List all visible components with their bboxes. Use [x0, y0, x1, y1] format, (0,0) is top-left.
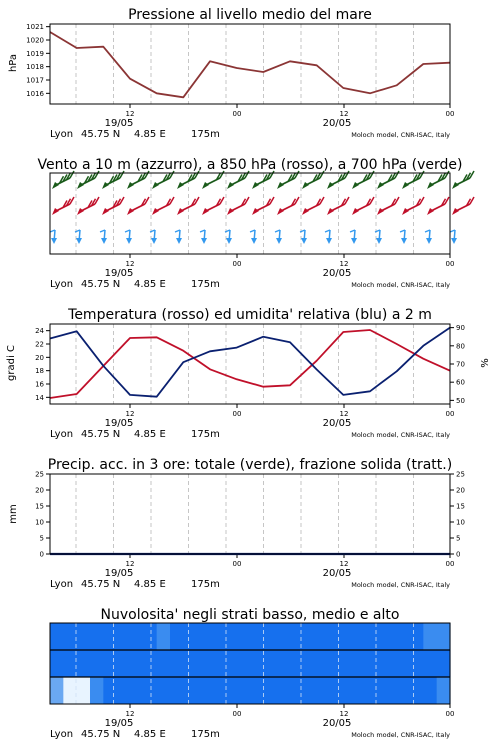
cloud-cell — [237, 650, 251, 677]
wind-barb-700-hPa — [227, 171, 249, 189]
cloud-cell — [157, 650, 171, 677]
cloud-cell — [223, 677, 237, 704]
barb-feather — [120, 197, 124, 204]
y-tick-label: 0 — [456, 550, 461, 559]
cloud-cell — [410, 623, 424, 650]
cloud-cells — [50, 623, 451, 704]
y-tick-label: 20 — [35, 486, 44, 495]
barb-head — [376, 238, 382, 244]
wind-barb-700-hPa — [452, 171, 474, 189]
location-city: Lyon — [50, 729, 74, 740]
wind-barb-10-m — [275, 230, 282, 244]
cloud-cell — [183, 650, 197, 677]
cloud-cell — [197, 677, 211, 704]
wind-barb-850-hPa — [127, 197, 149, 215]
barb-feather — [420, 197, 424, 204]
x-tick-label: 00 — [445, 110, 455, 118]
wind-barbs — [50, 171, 474, 244]
cloud-cell — [143, 677, 157, 704]
wind-barb-700-hPa — [152, 171, 174, 189]
cloud-cell — [223, 623, 237, 650]
cloud-cell — [277, 623, 291, 650]
y-tick-label: 5 — [39, 534, 44, 543]
y-tick-label: 16 — [35, 380, 44, 389]
wind-barb-700-hPa — [127, 171, 149, 189]
temp-ylabel: gradi C — [6, 345, 17, 381]
wind-barb-700-hPa — [302, 171, 324, 189]
location-city: Lyon — [50, 279, 74, 290]
y-tick-label: 25 — [35, 470, 44, 479]
y-tick-label: 15 — [456, 502, 465, 511]
day-label: 20/05 — [322, 268, 352, 279]
barb-head — [351, 238, 357, 244]
cloud-cell — [343, 623, 357, 650]
temp-y-ticks — [35, 327, 50, 402]
location-alt: 175m — [191, 429, 220, 440]
wind-barb-850-hPa — [52, 197, 74, 215]
wind-barb-850-hPa — [177, 197, 199, 215]
model-credit: Moloch model, CNR-ISAC, Italy — [351, 431, 450, 439]
wind-barb-850-hPa — [202, 197, 224, 215]
x-tick-label: 12 — [339, 560, 349, 568]
y-tick-label: 10 — [456, 518, 465, 527]
wind-barb-10-m — [200, 230, 207, 244]
cloud-cell — [63, 623, 77, 650]
cloud-cell — [290, 677, 304, 704]
cloud-cell — [170, 677, 184, 704]
wind-barb-700-hPa — [377, 171, 399, 189]
wind-barb-850-hPa — [452, 197, 474, 215]
barb-head — [151, 238, 157, 244]
cloud-cell — [90, 677, 104, 704]
y-tick-label: 0 — [39, 550, 44, 559]
barb-feather — [145, 197, 149, 204]
y-tick-label: 20 — [456, 486, 465, 495]
temp-hum-frame — [50, 324, 450, 404]
cloud-cell — [410, 650, 424, 677]
wind-grid — [76, 173, 414, 254]
location-alt: 175m — [191, 279, 220, 290]
cloud-cell — [197, 650, 211, 677]
cloud-cell — [223, 650, 237, 677]
cloud-cell — [237, 623, 251, 650]
cloud-cell — [130, 677, 144, 704]
cloud-cell — [50, 623, 64, 650]
barb-head — [426, 238, 432, 244]
wind-barb-10-m — [50, 230, 57, 244]
cloud-cell — [103, 650, 117, 677]
location-alt: 175m — [191, 729, 220, 740]
barb-feather — [470, 197, 474, 204]
cloud-cell — [437, 650, 451, 677]
precip-title: Precip. acc. in 3 ore: totale (verde), frazione solida (tratt.) — [47, 457, 453, 473]
wind-barb-850-hPa — [227, 197, 249, 215]
location-city: Lyon — [50, 579, 74, 590]
precip-y-ticks — [35, 471, 50, 559]
location-lat: 45.75 N — [81, 429, 121, 440]
cloud-cell — [130, 623, 144, 650]
location-lat: 45.75 N — [81, 729, 121, 740]
cloud-cell — [330, 677, 344, 704]
temperature-line — [50, 330, 450, 398]
x-tick-label: 00 — [445, 710, 455, 718]
cloud-cell — [157, 623, 171, 650]
location-lat: 45.75 N — [81, 129, 121, 140]
y-tick-label: 90 — [456, 324, 465, 333]
x-tick-label: 12 — [339, 410, 349, 418]
cloud-title: Nuvolosita' negli strati basso, medio e alto — [100, 607, 400, 623]
wind-barb-850-hPa — [277, 197, 299, 215]
hum-y-ticks — [450, 324, 465, 405]
barb-feather — [345, 197, 349, 204]
cloud-cell — [317, 623, 331, 650]
cloud-cell — [117, 623, 131, 650]
barb-feather — [395, 197, 399, 204]
cloud-cell — [303, 650, 317, 677]
x-tick-label: 00 — [445, 560, 455, 568]
barb-feather — [70, 197, 74, 204]
barb-head — [276, 238, 282, 244]
precip-grid — [76, 474, 414, 554]
cloud-cell — [383, 650, 397, 677]
wind-barb-850-hPa — [102, 197, 124, 215]
cloud-cell — [103, 623, 117, 650]
cloud-cell — [423, 650, 437, 677]
y-tick-label: 10 — [35, 518, 44, 527]
wind-barb-850-hPa — [327, 197, 349, 215]
x-tick-label: 12 — [125, 560, 135, 568]
y-tick-label: 5 — [456, 534, 461, 543]
cloud-cell — [330, 650, 344, 677]
x-tick-label: 12 — [125, 710, 135, 718]
cloud-cell — [210, 623, 224, 650]
wind-barb-10-m — [325, 230, 332, 244]
day-label: 19/05 — [104, 568, 134, 579]
wind-barb-700-hPa — [77, 171, 99, 189]
precip-ylabel: mm — [8, 504, 19, 524]
cloud-cell — [437, 623, 451, 650]
day-label: 20/05 — [322, 568, 352, 579]
cloud-panel — [50, 607, 454, 740]
cloud-cell — [290, 623, 304, 650]
cloud-cell — [423, 623, 437, 650]
cloud-cell — [263, 650, 277, 677]
cloud-cell — [423, 677, 437, 704]
cloud-cell — [63, 677, 77, 704]
x-tick-label: 12 — [339, 710, 349, 718]
cloud-cell — [303, 677, 317, 704]
cloud-cell — [170, 650, 184, 677]
barb-head — [176, 238, 182, 244]
barb-head — [401, 238, 407, 244]
barb-feather — [195, 197, 199, 204]
cloud-x-ticks — [50, 704, 454, 740]
wind-barb-700-hPa — [402, 171, 424, 189]
y-tick-label: 20 — [35, 353, 44, 362]
y-tick-label: 60 — [456, 378, 465, 387]
x-tick-label: 00 — [445, 260, 455, 268]
cloud-cell — [250, 677, 264, 704]
x-tick-label: 00 — [232, 560, 242, 568]
cloud-cell — [277, 650, 291, 677]
cloud-cell — [50, 677, 64, 704]
y-tick-label: 18 — [35, 367, 44, 376]
y-tick-label: 1017 — [26, 76, 44, 85]
cloud-cell — [77, 623, 91, 650]
cloud-cell — [370, 623, 384, 650]
wind-barb-850-hPa — [427, 197, 449, 215]
cloud-cell — [383, 623, 397, 650]
wind-barb-700-hPa — [52, 171, 74, 189]
barb-feather — [370, 197, 374, 204]
barb-feather — [320, 197, 324, 204]
temp-hum-series — [50, 328, 450, 398]
barb-head — [451, 238, 457, 244]
cloud-cell — [77, 677, 91, 704]
cloud-cell — [410, 677, 424, 704]
precip-y-ticks-right — [450, 471, 465, 559]
barb-feather — [270, 197, 274, 204]
cloud-cell — [317, 677, 331, 704]
wind-barb-850-hPa — [402, 197, 424, 215]
wind-barb-10-m — [425, 230, 432, 244]
cloud-cell — [397, 677, 411, 704]
day-label: 19/05 — [104, 718, 134, 729]
cloud-cell — [103, 677, 117, 704]
cloud-cell — [357, 650, 371, 677]
wind-barb-10-m — [400, 230, 407, 244]
precip-frame — [50, 474, 450, 554]
wind-barb-10-m — [125, 230, 132, 244]
barb-head — [51, 238, 57, 244]
y-tick-label: 22 — [35, 340, 44, 349]
cloud-cell — [157, 677, 171, 704]
cloud-cell — [383, 677, 397, 704]
cloud-cell — [143, 623, 157, 650]
location-city: Lyon — [50, 429, 74, 440]
wind-barb-850-hPa — [252, 197, 274, 215]
wind-frame — [50, 173, 450, 254]
cloud-cell — [370, 650, 384, 677]
x-tick-label: 12 — [125, 410, 135, 418]
location-lat: 45.75 N — [81, 279, 121, 290]
barb-head — [76, 238, 82, 244]
x-tick-label: 00 — [232, 410, 242, 418]
y-tick-label: 1018 — [26, 63, 44, 72]
x-tick-label: 12 — [339, 260, 349, 268]
cloud-cell — [263, 623, 277, 650]
location-lat: 45.75 N — [81, 579, 121, 590]
cloud-cell — [277, 677, 291, 704]
precip-panel — [8, 457, 465, 590]
y-tick-label: 1020 — [26, 36, 44, 45]
cloud-cell — [183, 677, 197, 704]
cloud-cell — [397, 650, 411, 677]
pressure-series — [50, 32, 450, 97]
cloud-cell — [130, 650, 144, 677]
model-credit: Moloch model, CNR-ISAC, Italy — [351, 581, 450, 589]
day-label: 19/05 — [104, 118, 134, 129]
y-tick-label: 1016 — [26, 89, 44, 98]
wind-barb-10-m — [250, 230, 257, 244]
model-credit: Moloch model, CNR-ISAC, Italy — [351, 131, 450, 139]
barb-feather — [170, 197, 174, 204]
location-city: Lyon — [50, 129, 74, 140]
barb-feather — [245, 197, 249, 204]
cloud-cell — [210, 650, 224, 677]
cloud-cell — [437, 677, 451, 704]
barb-head — [226, 238, 232, 244]
cloud-cell — [357, 677, 371, 704]
wind-barb-850-hPa — [352, 197, 374, 215]
x-tick-label: 00 — [232, 260, 242, 268]
x-tick-label: 00 — [232, 710, 242, 718]
pressure-x-ticks — [50, 104, 454, 140]
location-alt: 175m — [191, 129, 220, 140]
wind-x-ticks — [50, 254, 454, 290]
y-tick-label: 80 — [456, 342, 465, 351]
barb-head — [301, 238, 307, 244]
barb-feather — [95, 197, 99, 204]
y-tick-label: 50 — [456, 396, 465, 405]
y-tick-label: 70 — [456, 360, 465, 369]
cloud-cell — [343, 650, 357, 677]
wind-barb-700-hPa — [427, 171, 449, 189]
y-tick-label: 1019 — [26, 49, 44, 58]
temp-hum-title: Temperatura (rosso) ed umidita' relativa (blu) a 2 m — [68, 307, 432, 323]
y-tick-label: 15 — [35, 502, 44, 511]
cloud-cell — [50, 650, 64, 677]
x-tick-label: 12 — [125, 260, 135, 268]
wind-barb-700-hPa — [327, 171, 349, 189]
cloud-cell — [183, 623, 197, 650]
wind-barb-700-hPa — [277, 171, 299, 189]
wind-barb-10-m — [350, 230, 357, 244]
cloud-cell — [90, 650, 104, 677]
cloud-cell — [250, 650, 264, 677]
location-lon: 4.85 E — [134, 429, 166, 440]
cloud-cell — [143, 650, 157, 677]
x-tick-label: 00 — [232, 110, 242, 118]
day-label: 20/05 — [322, 418, 352, 429]
wind-title: Vento a 10 m (azzurro), a 850 hPa (rosso), a 700 hPa (verde) — [37, 157, 463, 173]
wind-barb-10-m — [175, 230, 182, 244]
model-credit: Moloch model, CNR-ISAC, Italy — [351, 731, 450, 739]
location-alt: 175m — [191, 579, 220, 590]
cloud-cell — [343, 677, 357, 704]
pressure-panel — [8, 7, 454, 140]
humidity-line — [50, 328, 450, 397]
day-label: 20/05 — [322, 718, 352, 729]
wind-barb-700-hPa — [202, 171, 224, 189]
y-tick-label: 25 — [456, 470, 465, 479]
barb-feather — [220, 197, 224, 204]
cloud-cell — [290, 650, 304, 677]
pressure-line — [50, 32, 450, 97]
barb-feather — [445, 197, 449, 204]
temp-hum-x-ticks — [50, 404, 454, 440]
barb-head — [126, 238, 132, 244]
wind-barb-700-hPa — [352, 171, 374, 189]
precip-x-ticks — [50, 554, 454, 590]
cloud-cell — [63, 650, 77, 677]
barb-head — [201, 238, 207, 244]
cloud-cell — [237, 677, 251, 704]
y-tick-label: 1021 — [26, 23, 44, 32]
y-tick-label: 24 — [35, 327, 44, 336]
location-lon: 4.85 E — [134, 129, 166, 140]
cloud-cell — [397, 623, 411, 650]
temp-hum-panel — [6, 307, 491, 440]
cloud-cell — [210, 677, 224, 704]
day-label: 19/05 — [104, 268, 134, 279]
barb-head — [251, 238, 257, 244]
cloud-cell — [250, 623, 264, 650]
wind-barb-850-hPa — [77, 197, 99, 215]
cloud-cell — [303, 623, 317, 650]
barb-feather — [470, 171, 474, 178]
cloud-cell — [330, 623, 344, 650]
model-credit: Moloch model, CNR-ISAC, Italy — [351, 281, 450, 289]
location-lon: 4.85 E — [134, 579, 166, 590]
x-tick-label: 12 — [125, 110, 135, 118]
hum-ylabel: % — [480, 358, 491, 368]
wind-barb-850-hPa — [302, 197, 324, 215]
cloud-cell — [357, 623, 371, 650]
pressure-y-ticks — [26, 23, 50, 98]
y-tick-label: 14 — [35, 393, 44, 402]
cloud-cell — [197, 623, 211, 650]
wind-panel — [37, 157, 474, 290]
pressure-title: Pressione al livello medio del mare — [128, 7, 372, 23]
day-label: 19/05 — [104, 418, 134, 429]
wind-barb-10-m — [450, 230, 457, 244]
wind-barb-700-hPa — [102, 171, 124, 189]
wind-barb-850-hPa — [152, 197, 174, 215]
location-lon: 4.85 E — [134, 729, 166, 740]
x-tick-label: 00 — [445, 410, 455, 418]
day-label: 20/05 — [322, 118, 352, 129]
wind-barb-850-hPa — [377, 197, 399, 215]
wind-barb-700-hPa — [252, 171, 274, 189]
barb-head — [326, 238, 332, 244]
location-lon: 4.85 E — [134, 279, 166, 290]
cloud-cell — [170, 623, 184, 650]
pressure-ylabel: hPa — [8, 53, 19, 73]
cloud-cell — [117, 677, 131, 704]
cloud-cell — [317, 650, 331, 677]
barb-head — [101, 238, 107, 244]
wind-barb-700-hPa — [177, 171, 199, 189]
pressure-frame — [50, 24, 450, 104]
cloud-cell — [90, 623, 104, 650]
wind-barb-10-m — [100, 230, 107, 244]
cloud-cell — [117, 650, 131, 677]
cloud-cell — [370, 677, 384, 704]
cloud-cell — [263, 677, 277, 704]
barb-feather — [295, 197, 299, 204]
cloud-cell — [77, 650, 91, 677]
x-tick-label: 12 — [339, 110, 349, 118]
